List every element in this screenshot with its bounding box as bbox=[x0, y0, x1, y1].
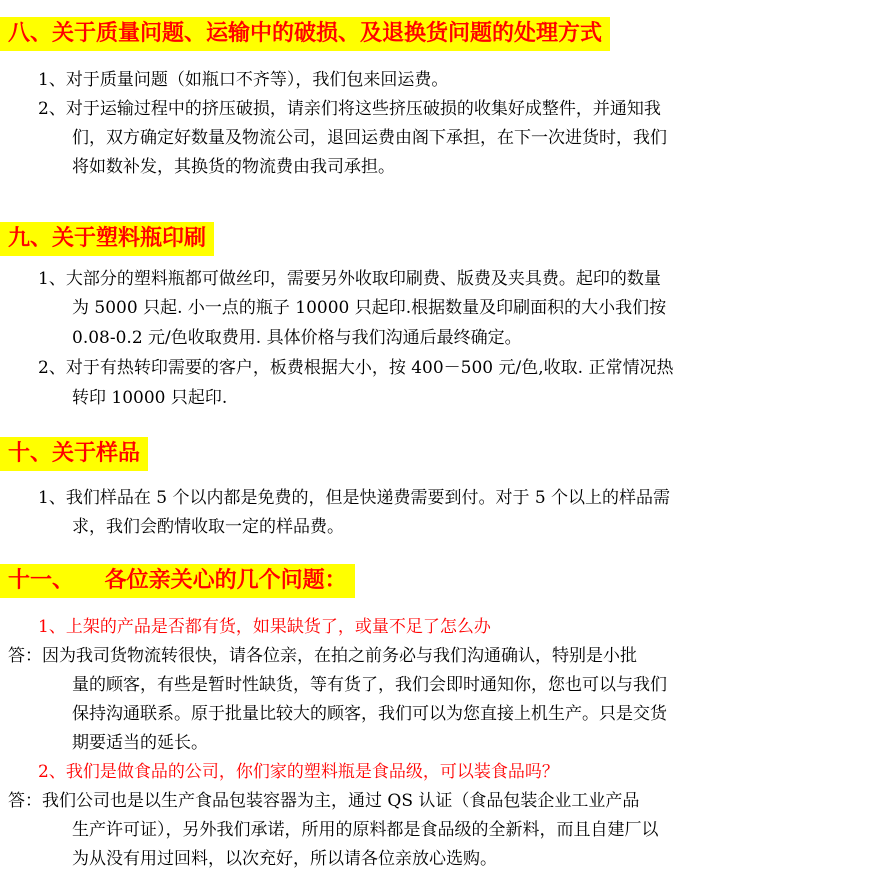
answer-1-line: 期要适当的延长。 bbox=[72, 733, 208, 753]
section-8-line: 1、对于质量问题（如瓶口不齐等），我们包来回运费。 bbox=[38, 70, 449, 90]
section-8-line: 们，双方确定好数量及物流公司，退回运费由阁下承担，在下一次进货时，我们 bbox=[72, 128, 667, 148]
answer-1-line: 保持沟通联系。原于批量比较大的顾客，我们可以为您直接上机生产。只是交货 bbox=[72, 704, 667, 724]
section-9-line: 1、大部分的塑料瓶都可做丝印，需要另外收取印刷费、版费及夹具费。起印的数量 bbox=[38, 269, 661, 289]
answer-2-line: 答：我们公司也是以生产食品包装容器为主，通过 QS 认证（食品包装企业工业产品 bbox=[8, 791, 640, 811]
section-10-line: 求，我们会酌情收取一定的样品费。 bbox=[72, 517, 344, 537]
question-2: 2、我们是做食品的公司，你们家的塑料瓶是食品级，可以装食品吗？ bbox=[38, 762, 559, 782]
question-1: 1、上架的产品是否都有货，如果缺货了，或量不足了怎么办 bbox=[38, 617, 491, 637]
answer-1-line: 答：因为我司货物流转很快，请各位亲，在拍之前务必与我们沟通确认，特别是小批 bbox=[8, 646, 637, 666]
section-8-line: 2、对于运输过程中的挤压破损，请亲们将这些挤压破损的收集好成整件，并通知我 bbox=[38, 99, 661, 119]
section-8-line: 将如数补发，其换货的物流费由我司承担。 bbox=[72, 157, 395, 177]
section-9-heading: 九、关于塑料瓶印刷 bbox=[0, 222, 214, 256]
section-10-line: 1、我们样品在 5 个以内都是免费的，但是快递费需要到付。对于 5 个以上的样品需 bbox=[38, 488, 671, 508]
section-9-line: 2、对于有热转印需要的客户，板费根据大小，按 400－500 元/色,收取. 正常情况热 bbox=[38, 358, 674, 378]
section-9-line: 为 5000 只起. 小一点的瓶子 10000 只起印.根据数量及印刷面积的大小我们按 bbox=[72, 298, 667, 318]
section-11-heading: 十一、 各位亲关心的几个问题： bbox=[0, 564, 355, 598]
answer-2-line: 生产许可证），另外我们承诺，所用的原料都是食品级的全新料，而且自建厂以 bbox=[72, 820, 659, 840]
section-10-heading: 十、关于样品 bbox=[0, 437, 148, 471]
section-9-line: 0.08-0.2 元/色收取费用. 具体价格与我们沟通后最终确定。 bbox=[72, 328, 522, 348]
answer-1-line: 量的顾客，有些是暂时性缺货，等有货了，我们会即时通知你，您也可以与我们 bbox=[72, 675, 667, 695]
section-8-heading: 八、关于质量问题、运输中的破损、及退换货问题的处理方式 bbox=[0, 17, 610, 51]
answer-2-line: 为从没有用过回料，以次充好，所以请各位亲放心选购。 bbox=[72, 849, 497, 869]
section-9-line: 转印 10000 只起印. bbox=[72, 388, 228, 408]
